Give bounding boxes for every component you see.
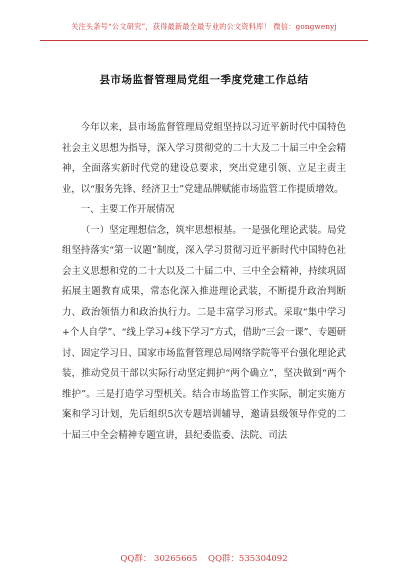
- footer-contact: [0, 552, 408, 564]
- document-title: 县市场监督管理局党组一季度党建工作总结: [99, 74, 309, 86]
- intro-paragraph: 今年以来，县市场监督管理局党组坚持以习近平新时代中国特色社会主义思想为指导，深入学习贯彻党的二十大及二十届三中全会精神，全面落实新时代党的建设总要求，突出党建引领、立足主责主业，以“服务先锋、经济卫士”党建品牌赋能市场监管工作提质增效。: [62, 122, 346, 195]
- header-banner: 关注头条号“公文研究”，获得最新最全最专业的公文资料库！ 微信：gongwenyj: [71, 22, 337, 31]
- document-body: [62, 118, 346, 446]
- body-paragraph: （一）坚定理想信念，筑牢思想根基。一是强化理论武装。局党组坚持落实“第一议题”制度，深入学习贯彻习近平新时代中国特色社会主义思想和党的二十大以及二十届二中、三中全会精神，持续巩固拓展主题教育成果，常态化深入推进理论武装，不断提升政治判断力、政治领悟力和政治执行力。二是丰富学习形式。采取“集中学习+个人自学”、“线上学习+线下学习”方式，借助“三会一课”、专题研讨、固定学习日、国家市场监督管理总局网络学院等平台强化理论武装，推动党员干部以实际行动坚定拥护“两个确立”，坚决做到“两个维护”。三是打造学习型机关。结合市场监管工作实际，制定实施方案和学习计划，先后组织5次专题培训辅导，邀请县级领导作党的二十届三中全会精神专题宣讲，县纪委监委、法院、司法: [62, 224, 346, 441]
- section-heading: 一、主要工作开展情况: [80, 204, 175, 215]
- footer-qq-group-2: QQ群：535304092: [208, 554, 288, 564]
- header-divider: [40, 40, 368, 41]
- footer-qq-group-1: QQ群： 30265665: [120, 554, 198, 564]
